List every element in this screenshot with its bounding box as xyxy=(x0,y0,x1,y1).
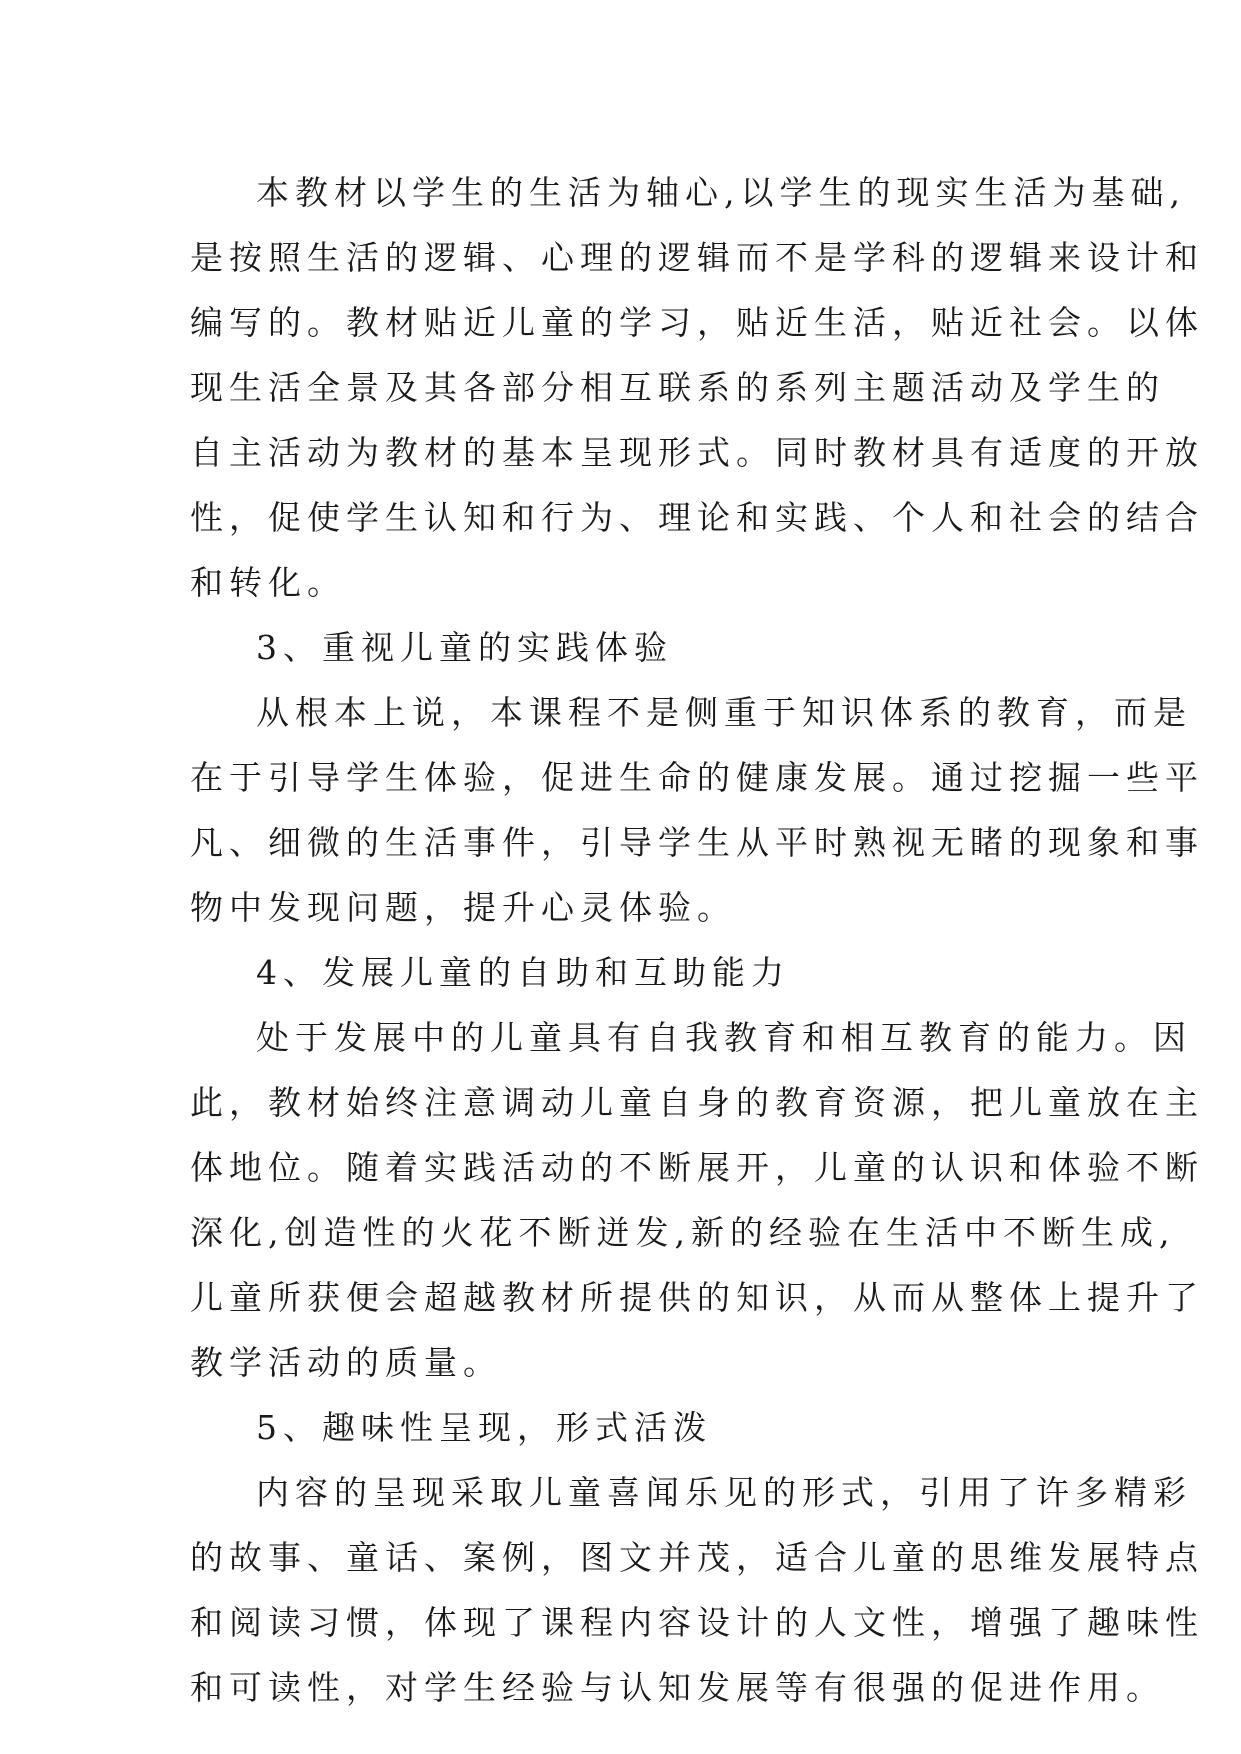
text-line: 体地位。随着实践活动的不断展开，儿童的认识和体验不断 xyxy=(190,1148,1204,1187)
section-heading: 3、重视儿童的实践体验 xyxy=(256,628,673,667)
text-line: 教学活动的质量。 xyxy=(190,1343,502,1382)
text-line: 凡、细微的生活事件，引导学生从平时熟视无睹的现象和事 xyxy=(190,823,1204,862)
text-line: 和阅读习惯，体现了课程内容设计的人文性，增强了趣味性 xyxy=(190,1603,1204,1642)
text-line: 的故事、童话、案例，图文并茂，适合儿童的思维发展特点 xyxy=(190,1538,1204,1577)
text-line: 性，促使学生认知和行为、理论和实践、个人和社会的结合 xyxy=(190,498,1204,537)
text-line: 从根本上说，本课程不是侧重于知识体系的教育，而是 xyxy=(256,693,1192,732)
text-line: 此，教材始终注意调动儿童自身的教育资源，把儿童放在主 xyxy=(190,1083,1204,1122)
text-line: 物中发现问题，提升心灵体验。 xyxy=(190,888,736,927)
text-line: 是按照生活的逻辑、心理的逻辑而不是学科的逻辑来设计和 xyxy=(190,238,1204,277)
text-line: 现生活全景及其各部分相互联系的系列主题活动及学生的 xyxy=(190,368,1165,407)
section-heading: 4、发展儿童的自助和互助能力 xyxy=(256,953,790,992)
text-line: 儿童所获便会超越教材所提供的知识，从而从整体上提升了 xyxy=(190,1278,1204,1317)
text-line: 编写的。教材贴近儿童的学习，贴近生活，贴近社会。以体 xyxy=(190,303,1204,342)
text-line: 和转化。 xyxy=(190,563,346,602)
text-line: 在于引导学生体验，促进生命的健康发展。通过挖掘一些平 xyxy=(190,758,1204,797)
text-line: 和可读性，对学生经验与认知发展等有很强的促进作用。 xyxy=(190,1668,1165,1707)
text-line: 内容的呈现采取儿童喜闻乐见的形式，引用了许多精彩 xyxy=(256,1473,1192,1512)
text-line: 本教材以学生的生活为轴心,以学生的现实生活为基础, xyxy=(256,173,1186,212)
text-line: 深化,创造性的火花不断迸发,新的经验在生活中不断生成, xyxy=(190,1213,1176,1252)
section-heading: 5、趣味性呈现，形式活泼 xyxy=(256,1408,712,1447)
document-body xyxy=(190,160,1204,1720)
text-line: 处于发展中的儿童具有自我教育和相互教育的能力。因 xyxy=(256,1018,1192,1057)
text-line: 自主活动为教材的基本呈现形式。同时教材具有适度的开放 xyxy=(190,433,1204,472)
